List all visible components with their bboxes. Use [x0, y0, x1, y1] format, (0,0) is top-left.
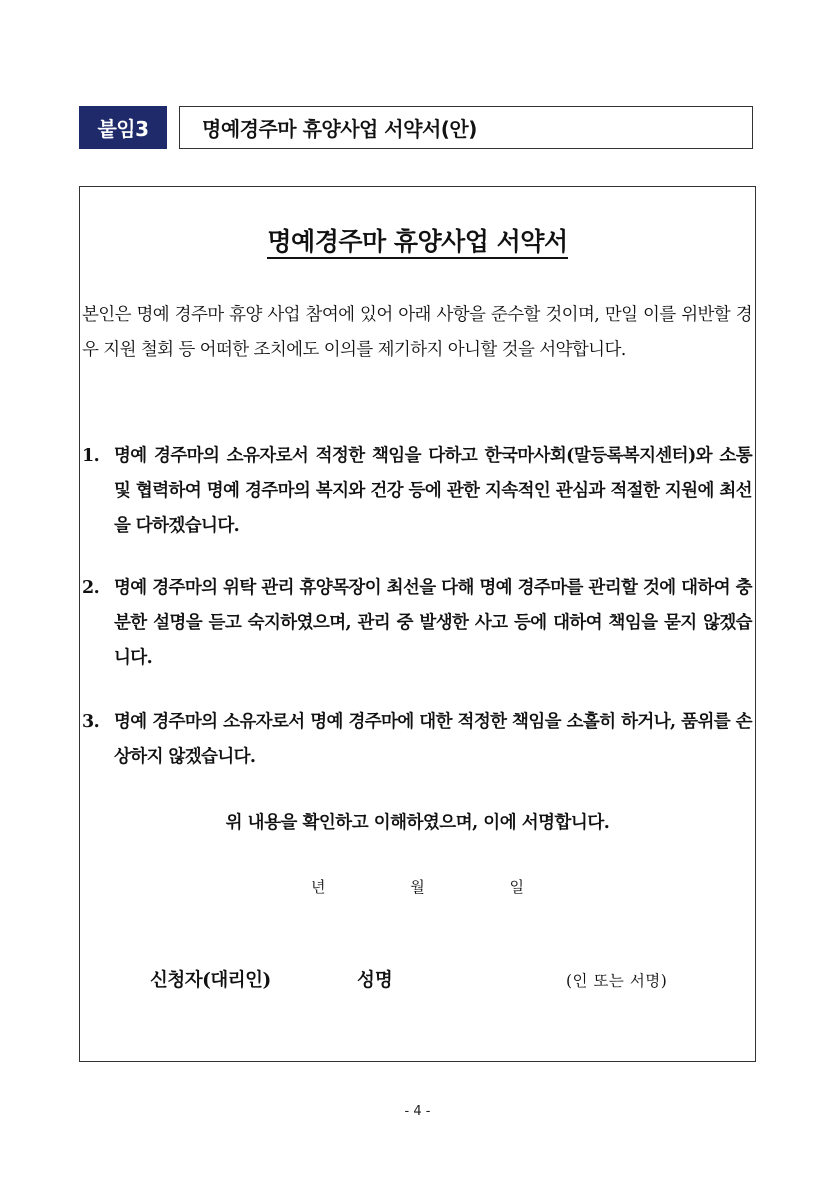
pledge-item-2	[82, 571, 752, 676]
date-day-label: 일	[509, 878, 525, 896]
pledge-item-3-number: 3.	[82, 712, 100, 732]
pledge-item-1	[82, 439, 752, 544]
seal-or-signature-field[interactable]: (인 또는 서명)	[566, 972, 668, 990]
date-line	[0, 876, 835, 897]
attachment-label: 붙임3	[79, 106, 167, 149]
pledge-item-3-text: 명예 경주마의 소유자로서 명예 경주마에 대한 적정한 책임을 소홀히 하거나, 품위를 손상하지 않겠습니다.	[114, 712, 752, 767]
name-label: 성명	[357, 970, 393, 991]
pledge-item-2-text: 명예 경주마의 위탁 관리 휴양목장이 최선을 다해 명예 경주마를 관리할 것에 대하여 충분한 설명을 듣고 숙지하였으며, 관리 중 발생한 사고 등에 대하여 책임을 묻지 않겠습니다.	[114, 578, 752, 668]
pledge-item-1-text: 명예 경주마의 소유자로서 적정한 책임을 다하고 한국마사회(말등록복지센터)와 소통 및 협력하여 명예 경주마의 복지와 건강 등에 관한 지속적인 관심과 적절한 지원에 최선을 다하겠습니다.	[114, 446, 752, 536]
pledge-item-1-number: 1.	[82, 446, 100, 466]
date-year-label: 년	[310, 878, 326, 896]
pledge-item-2-number: 2.	[82, 578, 100, 598]
date-month-label: 월	[410, 878, 425, 896]
pledge-item-3	[82, 705, 752, 775]
attachment-title: 명예경주마 휴양사업 서약서(안)	[179, 106, 753, 149]
document-title-text: 명예경주마 휴양사업 서약서	[267, 227, 567, 259]
intro-paragraph: 본인은 명예 경주마 휴양 사업 참여에 있어 아래 사항을 준수할 것이며, 만일 이를 위반할 경우 지원 철회 등 어떠한 조치에도 이의를 제기하지 아니할 것을 서약합니다.	[82, 305, 752, 360]
page-number: - 4 -	[404, 1104, 431, 1119]
applicant-label: 신청자(대리인)	[150, 970, 271, 991]
document-title	[0, 222, 835, 258]
confirmation-statement: 위 내용을 확인하고 이해하였으며, 이에 서명합니다.	[225, 813, 610, 833]
